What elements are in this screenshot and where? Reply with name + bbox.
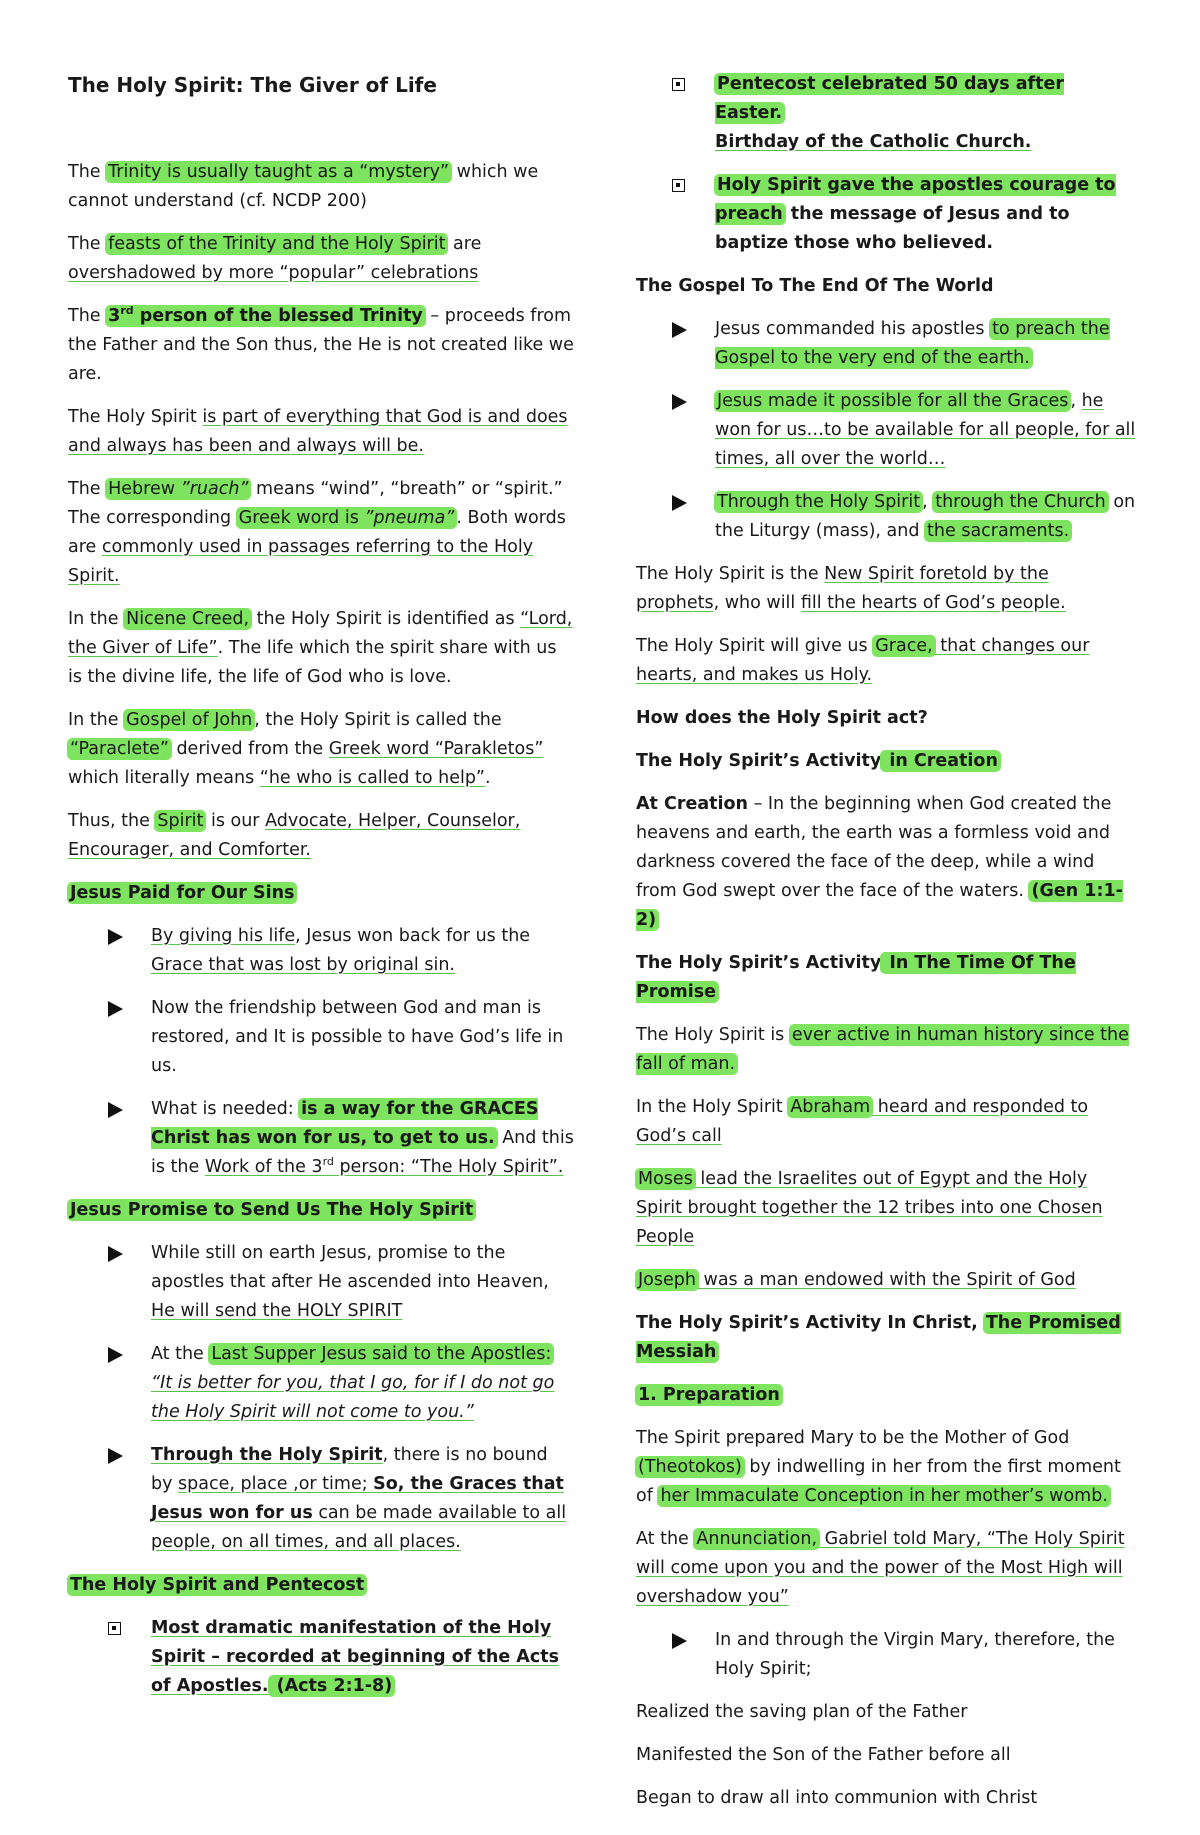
paragraph-new-spirit: The Holy Spirit is the New Spirit foretold by the prophets, who will fill the hearts of God’s people. xyxy=(636,564,1066,613)
triangle-bullet-icon xyxy=(672,387,692,416)
boxed-bullet-icon xyxy=(108,1614,128,1643)
checkbox-item-dramatic-manifestation: Most dramatic manifestation of the Holy Spirit – recorded at beginning of the Acts of Apostles. (Acts 2:1-8) xyxy=(108,1614,574,1701)
checkbox-item-pentecost-50-days: Pentecost celebrated 50 days after Easter. Birthday of the Catholic Church. xyxy=(672,70,1136,157)
paragraph-advocate: Thus, the Spirit is our Advocate, Helper, Counselor, Encourager, and Comforter. xyxy=(68,811,521,860)
heading-how-does-spirit-act: How does the Holy Spirit act? xyxy=(636,708,928,728)
paragraph-abraham: In the Holy Spirit Abraham heard and responded to God’s call xyxy=(636,1097,1089,1146)
paragraph-part-of-everything: The Holy Spirit is part of everything that God is and does and always has been and always will be. xyxy=(68,407,568,456)
triangle-bullet-icon xyxy=(108,1095,128,1124)
bullet-friendship-restored: Now the friendship between God and man is restored, and It is possible to have God’s life in us. xyxy=(108,994,574,1081)
bullet-giving-life: By giving his life, Jesus won back for us the Grace that was lost by original sin. xyxy=(108,922,574,980)
heading-activity-creation: The Holy Spirit’s Activity in Creation xyxy=(636,751,998,771)
bullet-virgin-mary: In and through the Virgin Mary, therefore, the Holy Spirit; xyxy=(672,1626,1136,1684)
triangle-bullet-icon xyxy=(672,488,692,517)
page-title: The Holy Spirit: The Giver of Life xyxy=(68,73,437,97)
paragraph-ruach-pneuma: The Hebrew ”ruach” means “wind”, “breath” or “spirit.” The corresponding Greek word is ”pneuma” . Both words are commonly used in passages referring to the Holy Spirit. xyxy=(68,479,566,586)
paragraph-communion: Began to draw all into communion with Christ xyxy=(636,1788,1038,1808)
heading-activity-promise: The Holy Spirit’s Activity In The Time Of The Promise xyxy=(636,953,1076,1002)
paragraph-feasts: The feasts of the Trinity and the Holy Spirit are overshadowed by more “popular” celebrations xyxy=(68,234,482,283)
triangle-bullet-icon xyxy=(672,315,692,344)
bullet-still-on-earth: While still on earth Jesus, promise to the apostles that after He ascended into Heaven, He will send the HOLY SPIRIT xyxy=(108,1239,574,1326)
boxed-bullet-icon xyxy=(672,70,692,99)
left-column xyxy=(68,70,574,1715)
paragraph-annunciation: At the Annunciation, Gabriel told Mary, “The Holy Spirit will come upon you and the power of the Most High will overshadow you” xyxy=(636,1529,1125,1607)
right-column xyxy=(636,70,1136,1827)
boxed-bullet-icon xyxy=(672,171,692,200)
heading-jesus-promise: Jesus Promise to Send Us The Holy Spirit xyxy=(70,1200,474,1220)
paragraph-ever-active: The Holy Spirit is ever active in human history since the fall of man. xyxy=(636,1025,1129,1074)
paragraph-joseph: Joseph was a man endowed with the Spirit of God xyxy=(638,1270,1076,1290)
checkbox-item-apostles-courage: Holy Spirit gave the apostles courage to preach the message of Jesus and to baptize those who believed. xyxy=(672,171,1136,258)
paragraph-saving-plan: Realized the saving plan of the Father xyxy=(636,1702,968,1722)
triangle-bullet-icon xyxy=(672,1626,692,1655)
paragraph-at-creation: At Creation – In the beginning when God created the heavens and earth, the earth was a formless void and darkness covered the face of the deep, while a wind from God swept over the face of the waters. (Gen 1:1-2) xyxy=(636,794,1123,930)
triangle-bullet-icon xyxy=(108,1441,128,1470)
bullet-commanded-apostles: Jesus commanded his apostles to preach the Gospel to the very end of the earth. xyxy=(672,315,1136,373)
bullet-through-holy-spirit: Through the Holy Spirit , through the Church on the Liturgy (mass), and the sacraments. xyxy=(672,488,1136,546)
paragraph-moses: Moses lead the Israelites out of Egypt and the Holy Spirit brought together the 12 tribes into one Chosen People xyxy=(636,1169,1103,1247)
paragraph-trinity-mystery: The Trinity is usually taught as a “mystery” which we cannot understand (cf. NCDP 200) xyxy=(68,162,539,211)
heading-gospel-end-of-world: The Gospel To The End Of The World xyxy=(636,276,994,296)
paragraph-paraclete: In the Gospel of John , the Holy Spirit is called the “Paraclete” derived from the Greek word “Parakletos” which literally means “he who is called to help”. xyxy=(68,710,544,788)
heading-preparation: 1. Preparation xyxy=(638,1385,780,1405)
bullet-no-bound: Through the Holy Spirit, there is no bound by space, place ,or time; So, the Graces that Jesus won for us can be made available to all people, on all times, and all places. xyxy=(108,1441,574,1557)
triangle-bullet-icon xyxy=(108,922,128,951)
heading-pentecost: The Holy Spirit and Pentecost xyxy=(70,1575,365,1595)
bullet-what-is-needed: What is needed: is a way for the GRACES Christ has won for us, to get to us. And this is the Work of the 3rd person: “The Holy Spirit”. xyxy=(108,1095,574,1182)
bullet-all-the-graces: Jesus made it possible for all the Graces , he won for us…to be available for all people, for all times, all over the world… xyxy=(672,387,1136,474)
paragraph-give-grace: The Holy Spirit will give us Grace, that changes our hearts, and makes us Holy. xyxy=(636,636,1090,685)
heading-activity-in-christ: The Holy Spirit’s Activity In Christ, The Promised Messiah xyxy=(636,1313,1121,1362)
paragraph-manifested-son: Manifested the Son of the Father before all xyxy=(636,1745,1011,1765)
triangle-bullet-icon xyxy=(108,994,128,1023)
triangle-bullet-icon xyxy=(108,1340,128,1369)
bullet-last-supper: At the Last Supper Jesus said to the Apostles: “It is better for you, that I go, for if I do not go the Holy Spirit will not come to you.” xyxy=(108,1340,574,1427)
paragraph-third-person: The 3rd person of the blessed Trinity – proceeds from the Father and the Son thus, the He is not created like we are. xyxy=(68,304,574,384)
paragraph-nicene-creed: In the Nicene Creed, the Holy Spirit is identified as “Lord, the Giver of Life”. The life which the spirit share with us is the divine life, the life of God who is love. xyxy=(68,609,573,687)
triangle-bullet-icon xyxy=(108,1239,128,1268)
paragraph-mary-prepared: The Spirit prepared Mary to be the Mother of God (Theotokos) by indwelling in her from the first moment of her Immaculate Conception in her mother’s womb. xyxy=(636,1428,1121,1506)
heading-jesus-paid: Jesus Paid for Our Sins xyxy=(70,883,295,903)
